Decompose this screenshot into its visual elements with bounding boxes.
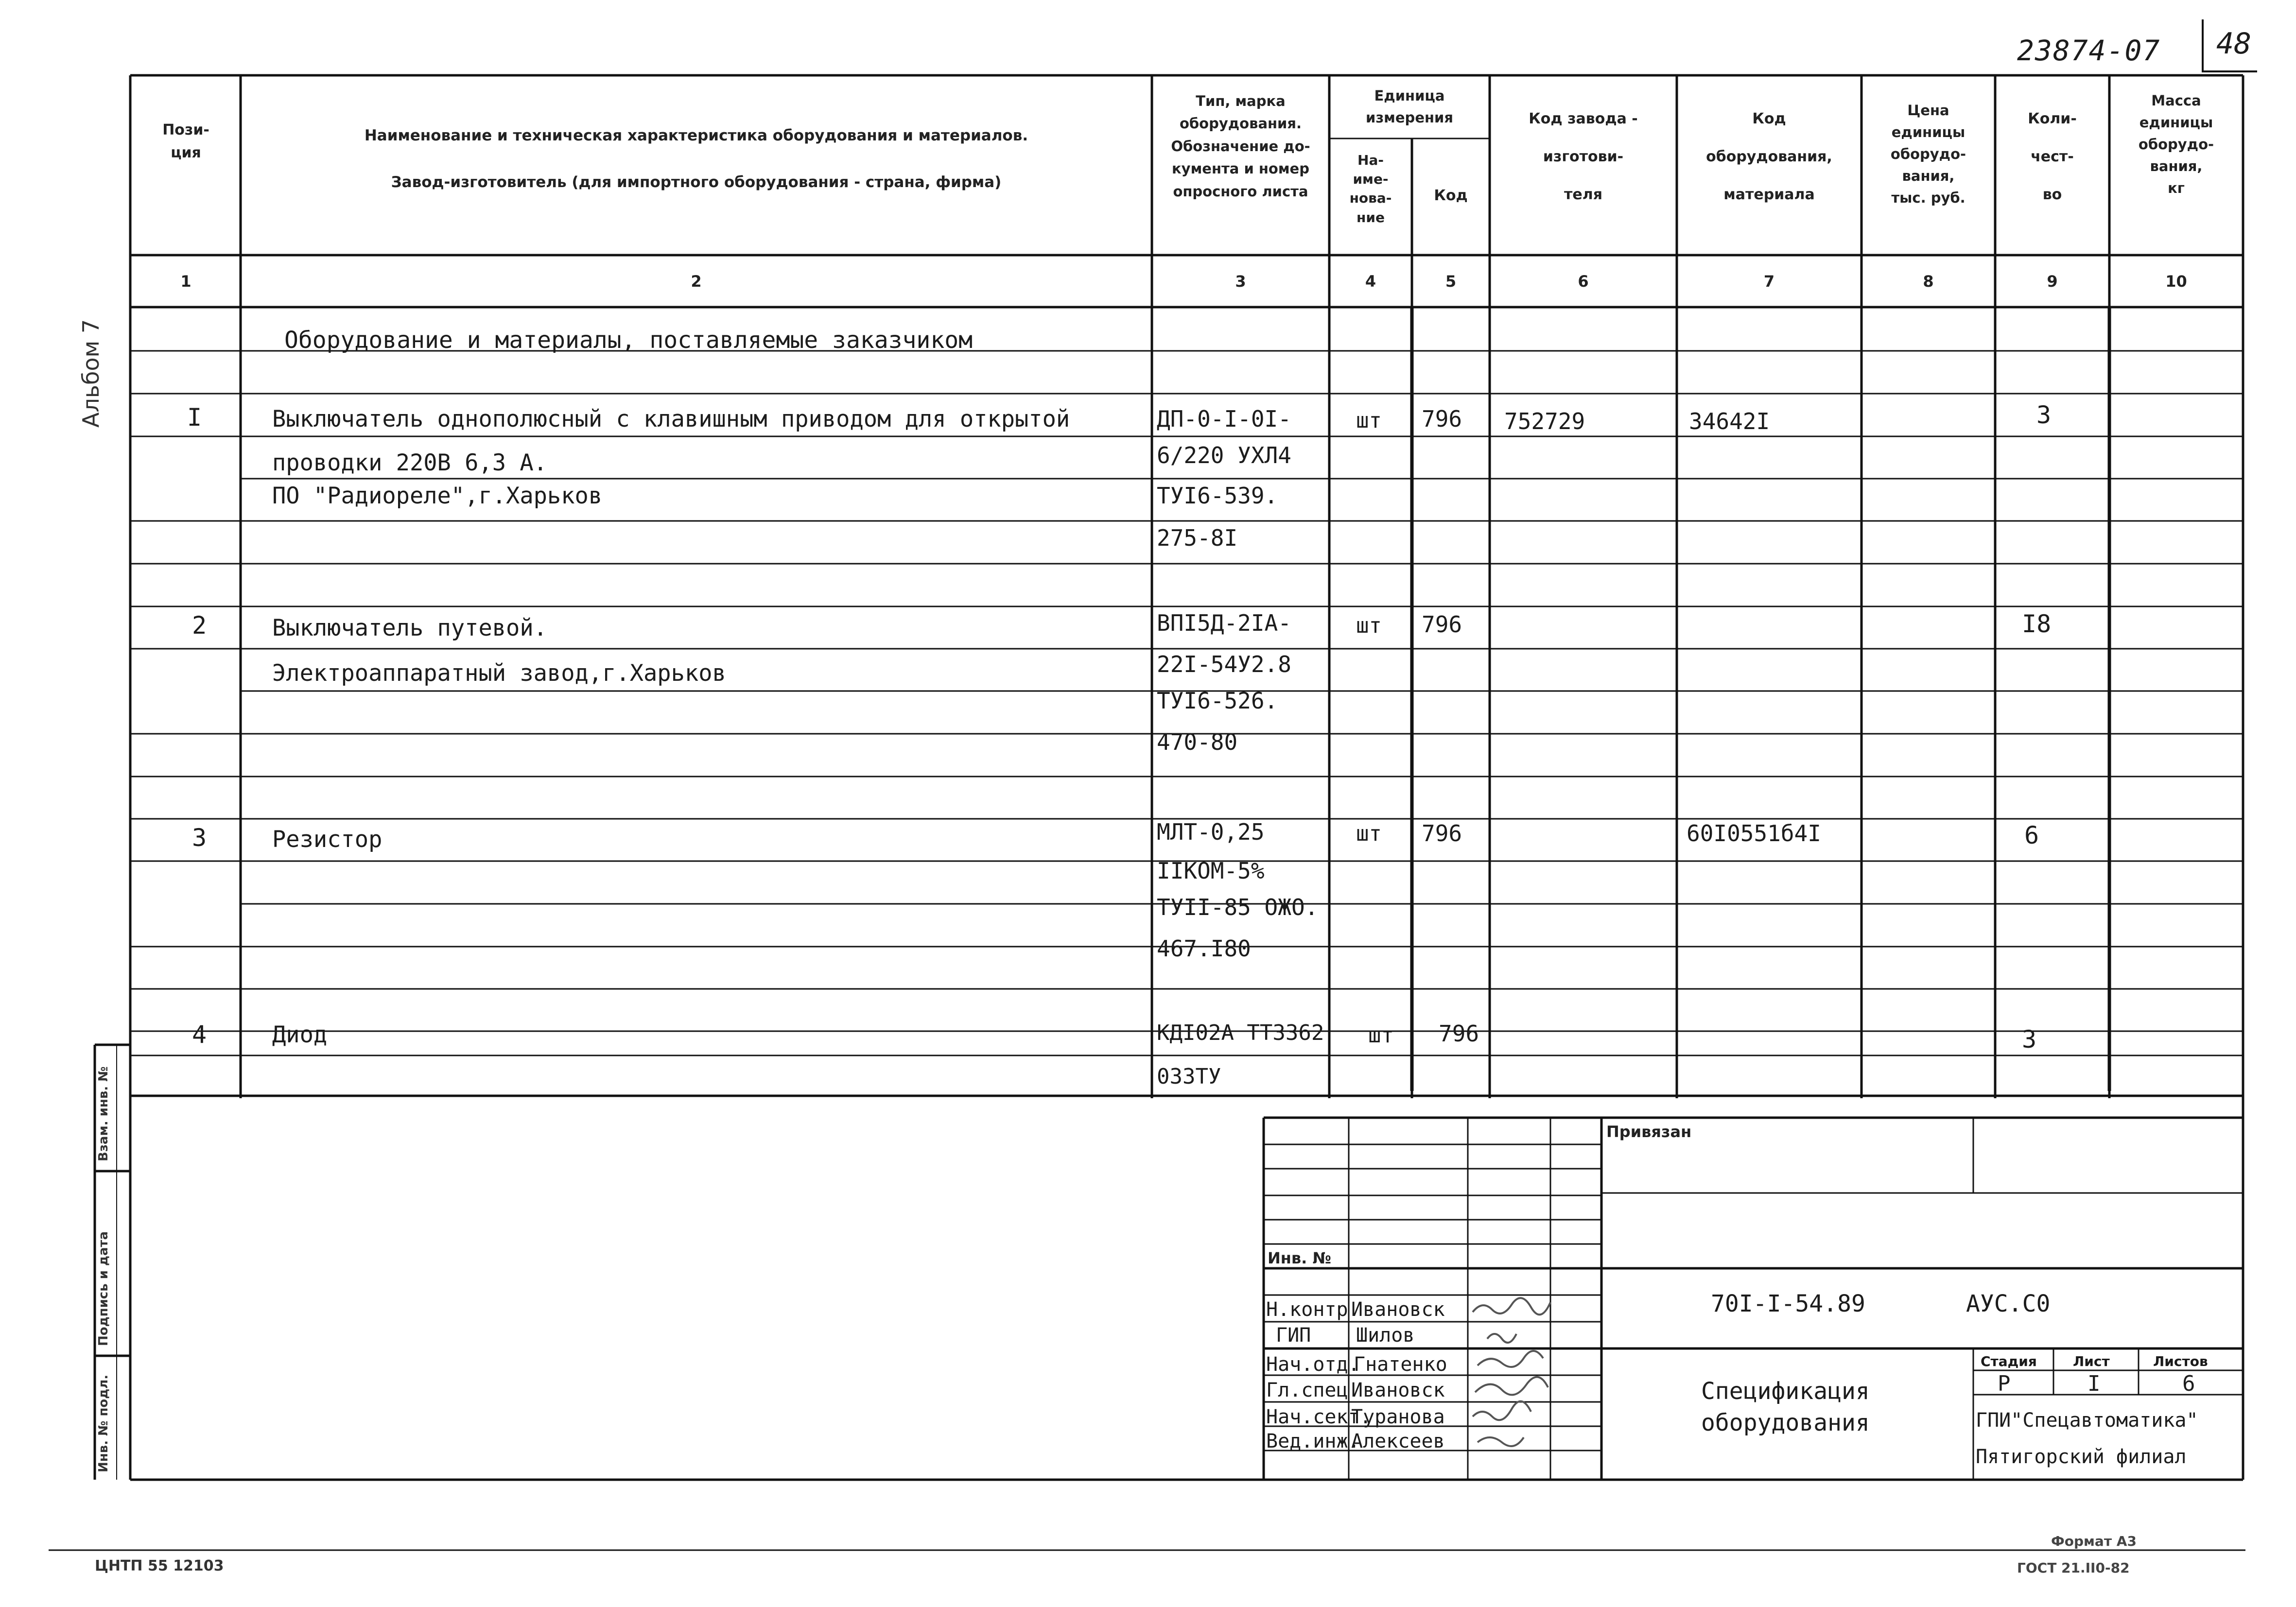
item-unit: шт xyxy=(1368,1023,1394,1048)
item-unit-code: 796 xyxy=(1422,611,1462,638)
item-type-line: 275-8I xyxy=(1157,525,1238,551)
header-qty: Коли- чест- во xyxy=(2028,110,2077,203)
drawing-title-line: оборудования xyxy=(1701,1409,1870,1436)
item-type-line: ТУI6-526. xyxy=(1157,688,1278,714)
header-position: Пози- ция xyxy=(162,121,209,161)
person-name: Шилов xyxy=(1356,1324,1415,1347)
header-type: Тип, марка оборудования. Обозначение до- кумента и номер опросного листа xyxy=(1171,93,1310,200)
person-name: Туранова xyxy=(1351,1406,1445,1428)
header-unit: Единица измерения xyxy=(1366,87,1453,126)
colnum-1: 1 xyxy=(180,272,191,291)
person-role: Гл.спец. xyxy=(1266,1379,1360,1401)
stage-value: Р xyxy=(1998,1371,2011,1396)
person-role: Вед.инж. xyxy=(1266,1430,1360,1452)
cntp-label: ЦНТП 55 12103 xyxy=(95,1557,224,1574)
item-type-line: 6/220 УХЛ4 xyxy=(1157,442,1291,468)
inv-no-label: Инв. № xyxy=(1268,1249,1331,1267)
item-qty: I8 xyxy=(2022,610,2052,638)
item-qty: 3 xyxy=(2022,1025,2037,1054)
item-type-line: МЛТ-0,25 xyxy=(1157,819,1265,845)
colnum-5: 5 xyxy=(1445,272,1457,291)
item-type-line: ТУII-85 ОЖО. xyxy=(1157,894,1319,920)
person-role: ГИП xyxy=(1276,1324,1311,1347)
item-type-line: 22I-54У2.8 xyxy=(1157,651,1291,677)
item-name-line: Выключатель однополюсный с клавишным приводом для открытой xyxy=(272,406,1070,432)
header-name: Наименование и техническая характеристика оборудования и материалов. Завод-изготовитель (для импортного оборудования - страна, фирма) xyxy=(364,127,1028,191)
colnum-10: 10 xyxy=(2165,272,2187,291)
item-name-line: Выключатель путевой. xyxy=(272,615,547,641)
item-qty: 6 xyxy=(2024,821,2039,849)
album-label: Альбом 7 xyxy=(78,319,104,428)
colnum-6: 6 xyxy=(1578,272,1589,291)
sheets-total-value: 6 xyxy=(2182,1371,2195,1396)
item-type-line: КДI02А ТТ3362 xyxy=(1157,1020,1324,1045)
header-item-code: Код оборудования, материала xyxy=(1706,110,1832,203)
item-name-line: ПО "Радиореле",г.Харьков xyxy=(272,483,603,509)
inv-podl-label: Инв. № подл. xyxy=(96,1374,111,1472)
item-name-line: Резистор xyxy=(272,826,383,853)
organization-line: Пятигорский филиал xyxy=(1976,1446,2187,1468)
vzam-inv-label: Взам. инв. № xyxy=(96,1066,111,1161)
item-unit-code: 796 xyxy=(1422,406,1462,432)
item-name-line: Электроаппаратный завод,г.Харьков xyxy=(272,660,726,687)
item-code: 60I0551б4I xyxy=(1687,820,1821,847)
item-type-line: 467.I80 xyxy=(1157,935,1251,962)
header-unit-name: На- име- нова- ние xyxy=(1349,152,1392,225)
drawing-designation: 70I-I-54.89 xyxy=(1711,1290,1865,1317)
item-position: 4 xyxy=(192,1020,207,1049)
colnum-8: 8 xyxy=(1923,272,1934,291)
item-type-line: IIКОМ-5% xyxy=(1157,858,1265,884)
format-label: Формат А3 xyxy=(2051,1533,2137,1549)
person-name: Ивановск xyxy=(1351,1298,1445,1321)
person-role: Н.контр. xyxy=(1266,1298,1360,1321)
colnum-3: 3 xyxy=(1235,272,1246,291)
item-type-line: 470-80 xyxy=(1157,729,1238,755)
item-position: 2 xyxy=(192,611,207,639)
item-type-line: 033ТУ xyxy=(1157,1064,1221,1089)
item-position: 3 xyxy=(192,824,207,852)
drawing-title-line: Спецификация xyxy=(1701,1378,1870,1405)
item-unit-code: 796 xyxy=(1422,820,1462,847)
item-code: 34642I xyxy=(1689,408,1770,434)
person-name: Ивановск xyxy=(1351,1379,1445,1401)
item-unit-code: 796 xyxy=(1439,1020,1479,1047)
signatures xyxy=(1468,1293,1565,1468)
stage-label: Стадия xyxy=(1981,1353,2037,1369)
person-role: Нач.сект. xyxy=(1266,1406,1372,1428)
privyazan-label: Привязан xyxy=(1606,1123,1692,1141)
person-name: Алексеев xyxy=(1351,1430,1445,1452)
colnum-4: 4 xyxy=(1365,272,1376,291)
section-title: Оборудование и материалы, поставляемые заказчиком xyxy=(284,327,973,354)
item-unit: шт xyxy=(1356,821,1382,846)
organization-line: ГПИ"Спецавтоматика" xyxy=(1976,1409,2198,1432)
item-unit: шт xyxy=(1356,613,1382,638)
colnum-7: 7 xyxy=(1763,272,1775,291)
header-unit-code: Код xyxy=(1434,187,1468,204)
gost-label: ГОСТ 21.II0-82 xyxy=(2017,1560,2130,1576)
sheet-number: 48 xyxy=(2216,27,2252,61)
colnum-2: 2 xyxy=(691,272,702,291)
sheet-label: Лист xyxy=(2073,1353,2110,1369)
colnum-9: 9 xyxy=(2047,272,2058,291)
sheet-no-value: I xyxy=(2087,1371,2101,1396)
header-mass: Масса единицы оборудо- вания, кг xyxy=(2138,92,2214,196)
item-type-line: ДП-0-I-0I- xyxy=(1157,406,1291,432)
item-name-line: проводки 220В 6,3 А. xyxy=(272,449,547,476)
person-role: Нач.отд. xyxy=(1266,1353,1360,1376)
item-name-line: Диод xyxy=(272,1021,328,1048)
item-qty: 3 xyxy=(2036,401,2052,429)
drawing-mark: АУС.С0 xyxy=(1966,1290,2051,1317)
item-unit: шт xyxy=(1356,408,1382,433)
item-type-line: ТУI6-539. xyxy=(1157,483,1278,509)
document-number: 23874-07 xyxy=(2017,34,2161,67)
header-price: Цена единицы оборудо- вания, тыс. руб. xyxy=(1890,102,1966,206)
sheets-label: Листов xyxy=(2153,1353,2208,1369)
item-maker-code: 752729 xyxy=(1504,408,1585,434)
podpis-label: Подпись и дата xyxy=(96,1231,111,1346)
header-maker-code: Код завода - изготови- теля xyxy=(1529,110,1638,203)
person-name: Гнатенко xyxy=(1354,1353,1447,1376)
item-type-line: ВПI5Д-2IА- xyxy=(1157,610,1291,636)
item-position: I xyxy=(187,403,202,432)
